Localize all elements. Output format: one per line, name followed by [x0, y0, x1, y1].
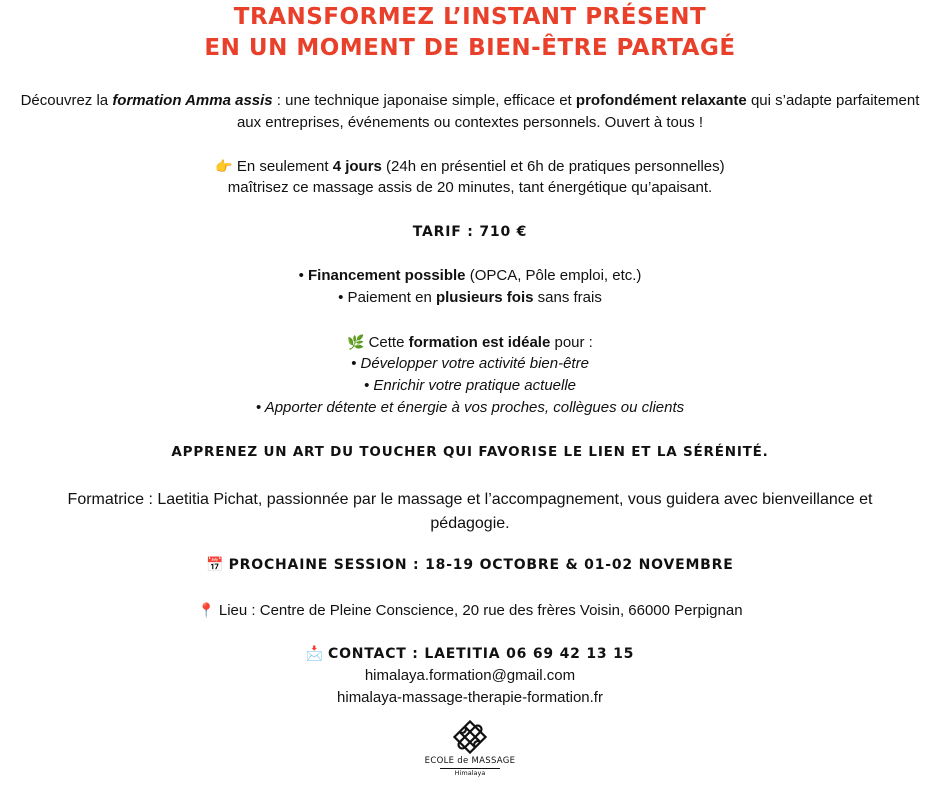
tagline: APPRENEZ UN ART DU TOUCHER QUI FAVORISE LE LIEN ET LA SÉRÉNITÉ. [171, 444, 769, 460]
duration-line [20, 155, 920, 178]
page-title [0, 0, 940, 64]
pin-icon: 📍 [197, 602, 215, 618]
contact-website[interactable]: himalaya-massage-therapie-formation.fr [337, 689, 603, 706]
intro-formation-name: formation Amma assis [112, 92, 273, 109]
pointing-hand-icon: 👉 [215, 158, 233, 174]
intro-text-5: qui s’adapte parfaitement aux entreprises, événements ou contextes personnels. Ouvert à tous ! [236, 92, 920, 131]
location-text: Lieu : Centre de Pleine Conscience, 20 rue des frères Voisin, 66000 Perpignan [218, 602, 743, 619]
envelope-icon: 📩 [305, 646, 324, 662]
payment-text: • Paiement en [338, 289, 436, 306]
school-logo [420, 718, 520, 780]
ideal-strong: formation est idéale [408, 334, 551, 351]
trainer-paragraph: Formatrice : Laetitia Pichat, passionnée par le massage et l’accompagnement, vous guidera avec bienveillance et pédagogie. [67, 491, 873, 532]
ideal-text-1: Cette [368, 334, 409, 351]
logo-text: ECOLE de MASSAGE [424, 756, 516, 766]
tarif-heading: TARIF : 710 € [412, 224, 528, 240]
ideal-line [20, 331, 920, 354]
intro-relaxante: profondément relaxante [575, 92, 747, 109]
duration-line-2: maîtrisez ce massage assis de 20 minutes, tant énergétique qu’apaisant. [227, 179, 713, 196]
financing-rest: (OPCA, Pôle emploi, etc.) [465, 267, 642, 284]
session-text: PROCHAINE SESSION : 18-19 OCTOBRE & 01-02 NOVEMBRE [228, 557, 734, 573]
financing-bullet [20, 265, 920, 287]
calendar-icon: 📅 [206, 557, 225, 573]
herb-icon: 🌿 [347, 334, 365, 350]
financing-strong: Financement possible [307, 267, 466, 284]
bullet: • [298, 267, 308, 284]
logo-subtext: Himalaya [454, 769, 486, 777]
session-line [20, 557, 920, 573]
ideal-item-2 [20, 375, 920, 397]
contact-email[interactable]: himalaya.formation@gmail.com [364, 667, 576, 684]
ideal-item-1 [20, 353, 920, 375]
intro-text-3: : une technique japonaise simple, efficace et [272, 92, 576, 109]
title-line-1: TRANSFORMEZ L’INSTANT PRÉSENT [233, 4, 707, 30]
payment-strong: plusieurs fois [435, 289, 534, 306]
duration-text-1: En seulement [236, 158, 333, 175]
title-line-2: EN UN MOMENT DE BIEN-ÊTRE PARTAGÉ [204, 35, 736, 61]
duration-text-3: (24h en présentiel et 6h de pratiques personnelles) [381, 158, 725, 175]
intro-paragraph [20, 90, 920, 134]
ideal-item-text: • Enrichir votre pratique actuelle [363, 377, 577, 394]
contact-text: CONTACT : LAETITIA 06 69 42 13 15 [328, 646, 635, 662]
contact-line [20, 646, 920, 662]
ideal-item-text: • Développer votre activité bien-être [351, 355, 589, 372]
ideal-item-3 [20, 397, 920, 419]
location-line [20, 599, 920, 622]
payment-bullet [20, 287, 920, 309]
ideal-text-3: pour : [550, 334, 593, 351]
ideal-item-text: • Apporter détente et énergie à vos proches, collègues ou clients [255, 399, 685, 416]
duration-days: 4 jours [332, 158, 382, 175]
intro-text-1: Découvrez la [20, 92, 113, 109]
payment-rest: sans frais [533, 289, 602, 306]
